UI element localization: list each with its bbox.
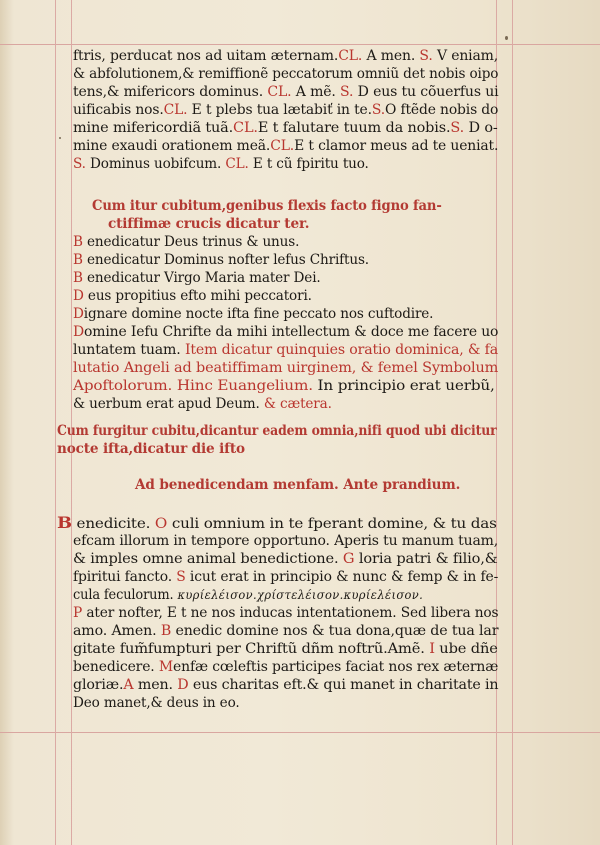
line-text: enedic domine nos & tua dona,quæ de tua lar bbox=[171, 623, 499, 639]
line-text: D bbox=[464, 120, 480, 136]
rubric-text: nocte ifta,dicatur die ifto bbox=[57, 441, 245, 457]
text-line bbox=[73, 676, 498, 694]
line-text: benedicere. bbox=[73, 659, 159, 675]
text-line bbox=[73, 155, 369, 173]
line-text: enedicatur Virgo Maria mater Dei. bbox=[82, 270, 321, 286]
line-text: enedicatur Dominus nofter lefus Chriftus. bbox=[82, 252, 369, 268]
line-text: uificabis nos. bbox=[73, 102, 164, 118]
text-line bbox=[73, 658, 498, 676]
text-line bbox=[73, 532, 498, 550]
line-text: & imples omne animal benedictione. bbox=[73, 551, 343, 567]
text-line bbox=[73, 305, 433, 323]
line-text: D bbox=[85, 156, 101, 172]
text-line bbox=[73, 622, 498, 640]
line-text: t clamor meus ad te ueniat. bbox=[304, 138, 499, 154]
line-text: enedicite. bbox=[71, 516, 155, 532]
text-line bbox=[135, 476, 460, 494]
rubric-text: B bbox=[73, 234, 83, 250]
line-text: gloriæ. bbox=[73, 677, 124, 693]
text-line bbox=[73, 640, 498, 658]
line-text: luntatem tuam. bbox=[73, 342, 185, 358]
rubric-text: & cætera. bbox=[263, 396, 332, 412]
line-text: men. bbox=[380, 48, 416, 64]
line-text: t plebs tua lætabiť in te. bbox=[201, 102, 372, 118]
text-line bbox=[73, 586, 423, 604]
text-line bbox=[73, 65, 498, 83]
rubric-text: P bbox=[73, 605, 83, 621]
text-line bbox=[73, 568, 498, 586]
text-line bbox=[57, 514, 497, 533]
text-line bbox=[73, 604, 498, 622]
rubric-text: S. bbox=[371, 102, 385, 118]
text-line bbox=[92, 197, 442, 215]
line-text: mine mifericordiã tuã. bbox=[73, 120, 234, 136]
line-text: D bbox=[353, 84, 369, 100]
text-line bbox=[57, 440, 245, 458]
line-text: men. bbox=[133, 677, 178, 693]
line-text: enedicatur Deus trinus & unus. bbox=[82, 234, 300, 250]
text-line bbox=[73, 119, 498, 137]
line-text: eus tu cõuerfus ui bbox=[368, 84, 499, 100]
line-text: cula feculorum. bbox=[73, 587, 178, 603]
line-text: icut erat in principio & nunc & femp & in fe- bbox=[185, 569, 499, 585]
line-text: omine Iefu Chrifte da mihi intellectum & doce me facere uo bbox=[84, 324, 499, 340]
text-line bbox=[73, 251, 369, 269]
rubric-text: G bbox=[342, 551, 355, 567]
rubric-text: Apoftolorum. Hinc Euangelium. bbox=[73, 378, 313, 394]
line-text: ignare domine nocte ifta fine peccato nos cuftodire. bbox=[83, 306, 434, 322]
line-text: loria patri & filio,& bbox=[354, 551, 498, 567]
text-line bbox=[108, 215, 309, 233]
text-line bbox=[73, 377, 495, 395]
line-text: t falutare tuum da nobis. bbox=[268, 120, 451, 136]
rubric-text: S bbox=[176, 569, 186, 585]
line-text: t cũ fpiritu tuo. bbox=[262, 156, 369, 172]
line-text: amo. Amen. bbox=[73, 623, 161, 639]
rubric-text: S. bbox=[335, 84, 354, 100]
text-line bbox=[73, 395, 332, 413]
rubric-text: D bbox=[177, 677, 189, 693]
rubric-text: I bbox=[429, 641, 435, 657]
rubric-text: lutatio Angeli ad beatiffimam uirginem, & femel Symbolum bbox=[73, 360, 499, 376]
line-text: E bbox=[248, 156, 263, 172]
rubric-text: CL. bbox=[163, 102, 188, 118]
line-text: κυρίελέισον.χρίστελέισον.κυρίελέισον. bbox=[177, 588, 424, 602]
rubric-text: Ad benedicendam menfam. Ante prandium. bbox=[135, 477, 461, 493]
text-line bbox=[73, 323, 498, 341]
line-text: E bbox=[257, 120, 269, 136]
rubric-text: S. bbox=[450, 120, 465, 136]
line-text: ater nofter, E t ne nos inducas intentationem. Sed libera nos bbox=[82, 605, 499, 621]
rubric-text: B bbox=[73, 270, 83, 286]
line-text: ftẽde nobis do bbox=[396, 102, 499, 118]
line-text: V bbox=[432, 48, 447, 64]
text-line bbox=[73, 47, 498, 65]
line-text: E bbox=[187, 102, 202, 118]
line-text: & abfolutionem,& remiffionẽ peccatorum omniũ det nobis oipo bbox=[73, 66, 499, 82]
line-text: o- bbox=[479, 120, 498, 136]
rubric-text: D bbox=[73, 306, 84, 322]
text-line bbox=[57, 422, 497, 440]
line-text: gitate fum̃fumpturi per Chriftũ dñm noftrũ.Amẽ. bbox=[73, 641, 430, 657]
rubric-text: Item dicatur quinquies oratio dominica, & fa bbox=[184, 342, 499, 358]
text-line bbox=[73, 550, 498, 568]
line-text: O bbox=[384, 102, 397, 118]
line-text: ominus uobifcum. bbox=[100, 156, 226, 172]
rubric-text: S. bbox=[73, 156, 86, 172]
rubric-text: D bbox=[73, 324, 85, 340]
text-line bbox=[73, 233, 299, 251]
rubric-text: B bbox=[73, 252, 83, 268]
rubric-text: A bbox=[123, 677, 134, 693]
rubric-text: CL. bbox=[233, 120, 258, 136]
rubric-text: ctiffimæ crucis dicatur ter. bbox=[108, 216, 310, 232]
rubric-text: D bbox=[73, 288, 84, 304]
line-text: eus charitas eft.& qui manet in charitate in bbox=[188, 677, 499, 693]
line-text: tens,& mifericors dominus. bbox=[73, 84, 268, 100]
line-text: Deo manet,& deus in eo. bbox=[73, 695, 240, 711]
line-text: mẽ. bbox=[310, 84, 336, 100]
line-text: fpiritui fancto. bbox=[73, 569, 177, 585]
line-text: A bbox=[362, 48, 381, 64]
rubric-text: CL. bbox=[267, 84, 292, 100]
line-text: eniam, bbox=[446, 48, 499, 64]
line-text: mine exaudi orationem meã. bbox=[73, 138, 271, 154]
line-text: ube dñe bbox=[434, 641, 498, 657]
rubric-text: CL. bbox=[225, 156, 249, 172]
line-text: enfæ cœleftis participes faciat nos rex æternæ bbox=[173, 659, 499, 675]
text-line bbox=[73, 137, 498, 155]
text-line bbox=[73, 287, 312, 305]
line-text: ftris, perducat nos ad uitam æternam. bbox=[73, 48, 339, 64]
text-line bbox=[73, 359, 498, 377]
rubric-text: B bbox=[160, 623, 172, 639]
text-line bbox=[73, 83, 498, 101]
text-line bbox=[73, 269, 321, 287]
text-line bbox=[73, 694, 240, 712]
line-text: In principio erat uerbũ, bbox=[312, 378, 495, 394]
line-text: A bbox=[291, 84, 311, 100]
text-line bbox=[73, 341, 498, 359]
line-text: E bbox=[294, 138, 305, 154]
line-text: culi omnium in te fperant domine, & tu das bbox=[167, 516, 497, 532]
rubric-text: Cum furgitur cubitu,dicantur eadem omnia,nifi quod ubi dicitur bbox=[57, 423, 497, 439]
text-line bbox=[73, 101, 498, 119]
line-text: eus propitius efto mihi peccatori. bbox=[83, 288, 312, 304]
rubric-text: S. bbox=[415, 48, 433, 64]
rubric-text: O bbox=[154, 516, 168, 532]
rubric-text: CL. bbox=[338, 48, 363, 64]
rubric-text: B bbox=[57, 513, 72, 532]
rubric-text: Cum itur cubitum,genibus flexis facto figno fan- bbox=[92, 198, 442, 214]
rubric-text: M bbox=[158, 659, 174, 675]
line-text: & uerbum erat apud Deum. bbox=[73, 396, 264, 412]
line-text: efcam illorum in tempore opportuno. Aperis tu manum tuam, bbox=[73, 533, 499, 549]
rubric-text: CL. bbox=[270, 138, 295, 154]
